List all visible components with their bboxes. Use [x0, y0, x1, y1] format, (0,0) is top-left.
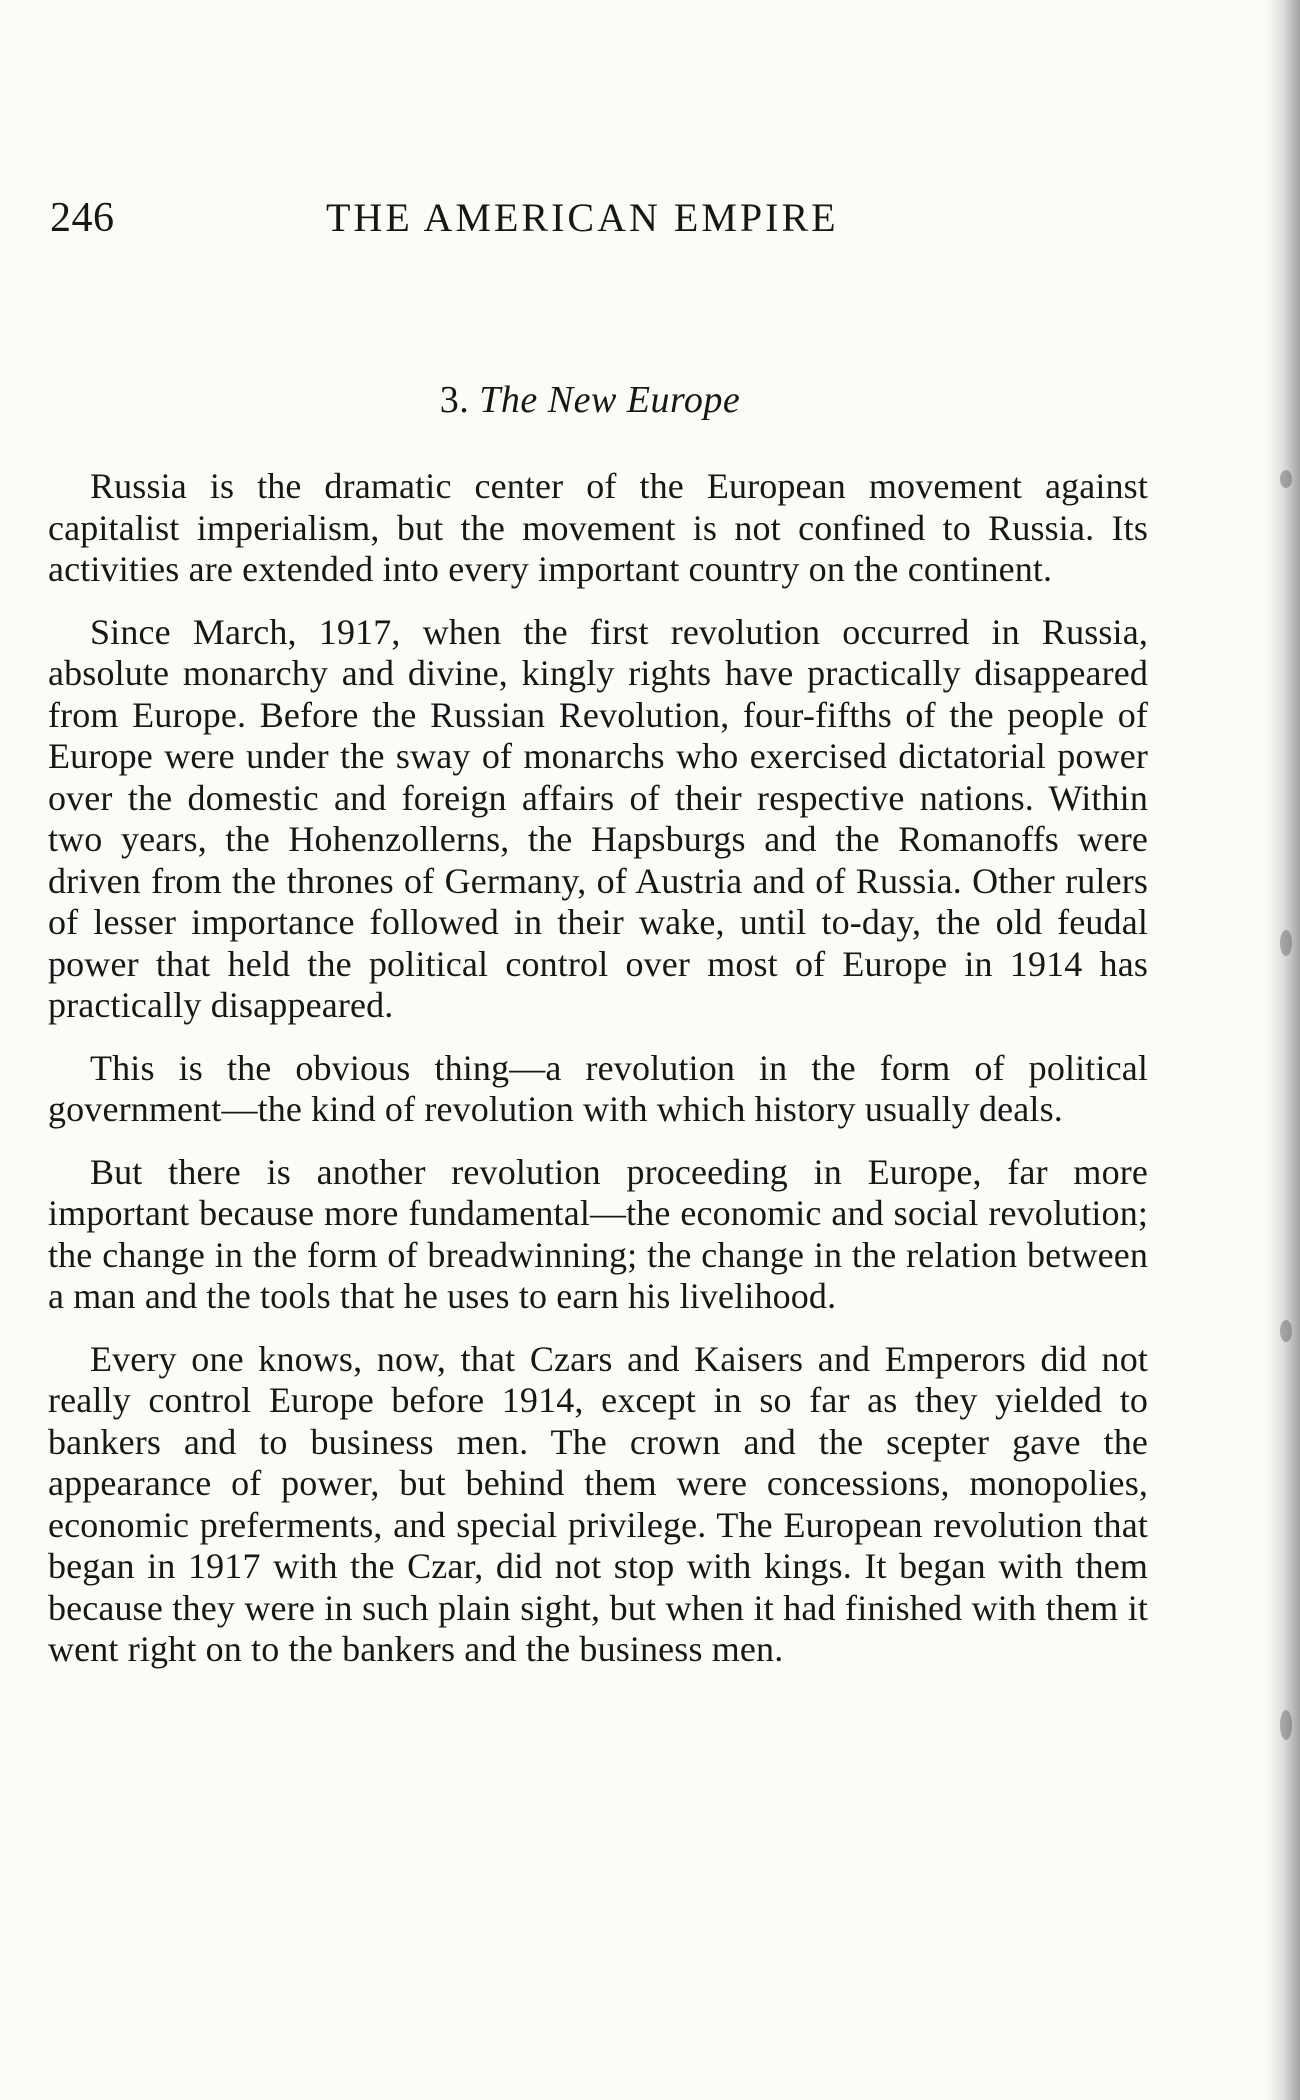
page-edge-shadow: [1266, 0, 1300, 2100]
paragraph: But there is another revolution proceeding in Europe, far more important because more fundamental—the economic and social revolution; the change in the form of breadwinning; the change in the relation between a man and the tools that he uses to earn his livelihood.: [48, 1151, 1148, 1316]
scan-speck: [1280, 1320, 1292, 1342]
running-head: [50, 192, 1150, 252]
section-heading: [0, 375, 1180, 425]
paragraph: Russia is the dramatic center of the European movement against capitalist imperialism, but the movement is not confined to Russia. Its activities are extended into every important country on the continent.: [48, 466, 1148, 589]
paragraph: Every one knows, now, that Czars and Kaisers and Emperors did not really control Europe before 1914, except in so far as they yielded to bankers and to business men. The crown and the scepter gave the appearance of power, but behind them were concessions, monopolies, economic preferments, and special privilege. The European revolution that began in 1917 with the Czar, did not stop with kings. It began with them because they were in such plain sight, but when it had finished with them it went right on to the bankers and the business men.: [48, 1338, 1148, 1669]
paragraph: Since March, 1917, when the first revolution occurred in Russia, absolute monarchy and divine, kingly rights have practically disappeared from Europe. Before the Russian Revolution, four-fifths of the people of Europe were under the sway of monarchs who exercised dictatorial power over the domestic and foreign affairs of their respective nations. Within two years, the Hohenzollerns, the Hapsburgs and the Romanoffs were driven from the thrones of Germany, of Austria and of Russia. Other rulers of lesser importance followed in their wake, until to-day, the old feudal power that held the political control over most of Europe in 1914 has practically disappeared.: [48, 611, 1148, 1025]
scan-speck: [1280, 470, 1292, 488]
book-title: THE AMERICAN EMPIRE: [326, 195, 839, 240]
paragraph: This is the obvious thing—a revolution in the form of political government—the kind of revolution with which history usually deals.: [48, 1047, 1148, 1129]
scan-speck: [1280, 1710, 1292, 1740]
body-text: [48, 466, 1148, 1692]
section-number: 3.: [439, 379, 470, 421]
section-title: The New Europe: [479, 379, 741, 421]
scan-speck: [1280, 930, 1292, 956]
page-number: 246: [50, 195, 115, 241]
